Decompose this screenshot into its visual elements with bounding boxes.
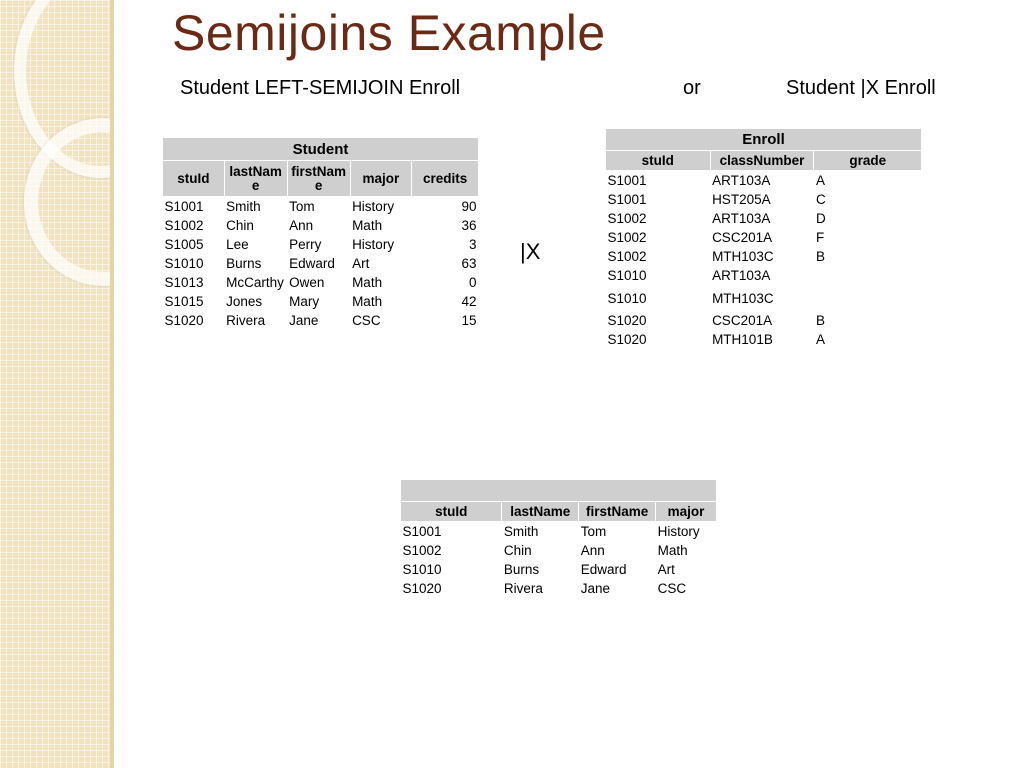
- table-row: [606, 228, 922, 247]
- cell-stuid: S1020: [607, 313, 647, 328]
- cell-firstname: Jane: [289, 313, 319, 328]
- cell-classnumber: MTH101B: [712, 332, 773, 347]
- cell-credits: 15: [461, 313, 477, 328]
- enroll-header-classnumber: classNumber: [710, 151, 814, 171]
- student-header-firstname: [287, 161, 350, 197]
- table-row: [401, 522, 717, 542]
- result-caption: [401, 480, 717, 502]
- cell-major: Math: [352, 294, 383, 309]
- student-caption: Student: [163, 138, 479, 161]
- cell-credits: 3: [468, 237, 477, 252]
- cell-grade: C: [815, 192, 826, 207]
- cell-stuid: S1013: [164, 275, 204, 290]
- cell-grade: [814, 285, 922, 311]
- subtitle-left: Student LEFT-SEMIJOIN Enroll: [180, 77, 461, 99]
- cell-lastname: Rivera: [503, 581, 543, 596]
- table-row: [606, 190, 922, 209]
- cell-firstname: Edward: [580, 562, 627, 577]
- subtitle-right: Student |X Enroll: [786, 77, 936, 99]
- cell-firstname: Ann: [580, 543, 605, 558]
- result-header-firstname: firstName: [579, 502, 656, 522]
- cell-lastname: Smith: [503, 524, 539, 539]
- cell-stuid: S1010: [607, 268, 647, 283]
- cell-major: History: [352, 237, 395, 252]
- cell-firstname: Tom: [580, 524, 607, 539]
- enroll-caption: Enroll: [606, 129, 922, 151]
- cell-stuid: S1001: [607, 173, 647, 188]
- cell-credits: 42: [461, 294, 477, 309]
- cell-stuid: S1001: [164, 199, 204, 214]
- cell-classnumber: ART103A: [712, 268, 771, 283]
- cell-stuid: S1010: [607, 290, 647, 306]
- cell-stuid: S1020: [607, 332, 647, 347]
- cell-firstname: Jane: [580, 581, 611, 596]
- enroll-table: [605, 128, 922, 349]
- table-row: [606, 311, 922, 330]
- table-row: [606, 209, 922, 228]
- table-row: [163, 235, 479, 254]
- cell-lastname: Rivera: [226, 313, 266, 328]
- cell-classnumber: MTH103C: [712, 249, 774, 264]
- cell-firstname: Edward: [289, 256, 335, 271]
- student-table: [162, 137, 479, 330]
- cell-classnumber: ART103A: [712, 211, 771, 226]
- header-text: lastNam e: [229, 163, 282, 193]
- cell-stuid: S1001: [607, 192, 647, 207]
- enroll-header-stuid: stuId: [606, 151, 711, 171]
- subtitle-or: or: [683, 77, 701, 99]
- enroll-header-grade: grade: [814, 151, 922, 171]
- cell-classnumber: ART103A: [712, 173, 771, 188]
- result-table: [400, 479, 717, 598]
- cell-lastname: Chin: [226, 218, 254, 233]
- table-row: [606, 266, 922, 285]
- cell-major: Art: [657, 562, 675, 577]
- cell-stuid: S1002: [607, 211, 647, 226]
- cell-stuid: S1020: [164, 313, 204, 328]
- cell-lastname: Burns: [503, 562, 540, 577]
- table-row: [606, 285, 922, 311]
- cell-firstname: Owen: [289, 275, 325, 290]
- cell-grade: F: [815, 230, 825, 245]
- cell-firstname: Perry: [289, 237, 322, 252]
- cell-classnumber: CSC201A: [712, 230, 773, 245]
- cell-major: Art: [352, 256, 370, 271]
- table-row: [401, 579, 717, 598]
- table-row: [163, 292, 479, 311]
- semijoin-operator: |X: [520, 239, 541, 264]
- cell-major: Math: [352, 275, 383, 290]
- cell-credits: 0: [468, 275, 477, 290]
- sidebar-edge: [110, 0, 114, 768]
- student-header-lastname: [224, 161, 287, 197]
- cell-stuid: S1002: [607, 249, 647, 264]
- cell-stuid: S1010: [402, 562, 442, 577]
- cell-major: Math: [352, 218, 383, 233]
- table-row: [163, 254, 479, 273]
- cell-lastname: Burns: [226, 256, 262, 271]
- cell-stuid: S1020: [402, 581, 442, 596]
- cell-lastname: McCarthy: [226, 275, 284, 290]
- cell-classnumber: MTH103C: [712, 290, 774, 306]
- student-header-major: major: [350, 161, 412, 197]
- cell-stuid: S1001: [402, 524, 442, 539]
- cell-stuid: S1002: [607, 230, 647, 245]
- cell-stuid: S1002: [164, 218, 204, 233]
- student-header-credits: credits: [412, 161, 479, 197]
- cell-classnumber: HST205A: [712, 192, 771, 207]
- cell-stuid: S1010: [164, 256, 204, 271]
- cell-stuid: S1015: [164, 294, 204, 309]
- cell-firstname: Tom: [289, 199, 315, 214]
- table-row: [606, 247, 922, 266]
- cell-credits: 36: [461, 218, 477, 233]
- cell-major: Math: [657, 543, 688, 558]
- cell-lastname: Smith: [226, 199, 261, 214]
- table-row: [163, 311, 479, 330]
- table-row: [163, 197, 479, 217]
- cell-major: History: [352, 199, 395, 214]
- result-header-stuid: stuId: [401, 502, 502, 522]
- cell-grade: B: [815, 249, 825, 264]
- cell-grade: [814, 266, 922, 285]
- cell-firstname: Ann: [289, 218, 314, 233]
- table-row: [163, 216, 479, 235]
- cell-firstname: Mary: [289, 294, 320, 309]
- result-header-major: major: [656, 502, 717, 522]
- cell-credits: 63: [461, 256, 477, 271]
- cell-stuid: S1005: [164, 237, 204, 252]
- cell-major: History: [657, 524, 700, 539]
- cell-grade: D: [815, 211, 826, 226]
- table-row: [606, 330, 922, 349]
- result-header-lastname: lastName: [502, 502, 579, 522]
- cell-lastname: Lee: [226, 237, 249, 252]
- cell-stuid: S1002: [402, 543, 442, 558]
- cell-lastname: Chin: [503, 543, 532, 558]
- table-row: [606, 171, 922, 191]
- table-row: [401, 541, 717, 560]
- table-row: [401, 560, 717, 579]
- cell-classnumber: CSC201A: [712, 313, 773, 328]
- cell-grade: B: [815, 313, 825, 328]
- cell-grade: A: [815, 332, 825, 347]
- cell-major: CSC: [657, 581, 687, 596]
- cell-lastname: Jones: [226, 294, 263, 309]
- student-header-stuid: stuId: [163, 161, 225, 197]
- cell-major: CSC: [352, 313, 381, 328]
- slide-title: Semijoins Example: [172, 5, 606, 61]
- cell-credits: 90: [461, 199, 477, 214]
- decorative-sidebar: [0, 0, 114, 768]
- header-text: firstNam e: [291, 163, 346, 193]
- cell-grade: A: [815, 173, 825, 188]
- table-row: [163, 273, 479, 292]
